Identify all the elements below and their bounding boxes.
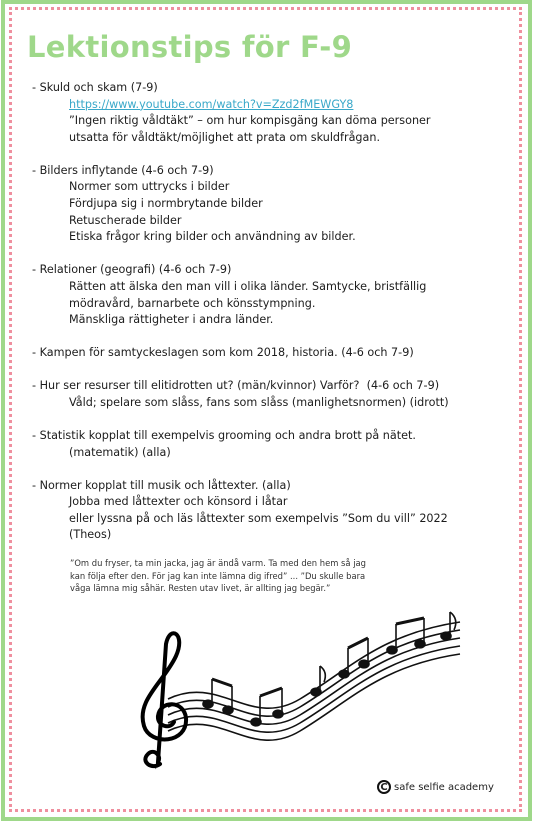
section-line: Mänskliga rättigheter i andra länder.	[69, 313, 274, 327]
lesson-section	[32, 163, 510, 246]
quote-line: våga lämna mig såhär. Resten utav livet, är allting jag begär.”	[70, 583, 331, 594]
footer	[377, 780, 494, 794]
section-line: Våld; spelare som slåss, fans som slåss (manlighetsnormen) (idrott)	[69, 395, 449, 409]
footer-brand: safe selfie academy	[394, 781, 494, 793]
section-line: ”Ingen riktig våldtäkt” – om hur kompisgäng kan döma personer	[69, 114, 431, 128]
section-line: Rätten att älska den man vill i olika länder. Samtycke, bristfällig	[69, 279, 427, 293]
section-heading: - Skuld och skam (7-9)	[32, 81, 158, 94]
lesson-section	[32, 478, 510, 544]
section-heading: - Hur ser resurser till elitidrotten ut? (män/kvinnor) Varför? (4-6 och 7-9)	[32, 379, 440, 393]
page-title: Lektionstips för F-9	[27, 30, 353, 64]
section-line: (matematik) (alla)	[69, 445, 171, 459]
section-line: utsatta för våldtäkt/möjlighet att prata om skuldfrågan.	[69, 130, 381, 144]
section-line: Retuscherade bilder	[69, 213, 182, 227]
song-quote	[70, 557, 470, 595]
quote-line: kan följa efter den. För jag kan inte lämna dig ifred” ... ”Du skulle bara	[70, 570, 366, 581]
section-line: (Theos)	[69, 528, 112, 542]
video-link[interactable]: https://www.youtube.com/watch?v=Zzd2fMEWGY8	[69, 97, 354, 111]
lesson-section	[32, 262, 510, 328]
lesson-section	[32, 378, 510, 411]
section-line: mödravård, barnarbete och könsstympning.	[69, 296, 316, 310]
section-heading: - Normer kopplat till musik och låttexter. (alla)	[32, 478, 291, 492]
copyright-icon: C	[377, 780, 391, 794]
quote-line: ”Om du fryser, ta min jacka, jag är ändå varm. Ta med den hem så jag	[70, 558, 366, 568]
section-line: Normer som uttrycks i bilder	[69, 180, 230, 194]
music-staff-icon	[130, 604, 470, 774]
lesson-section	[32, 428, 510, 461]
section-line: eller lyssna på och läs låttexter som exempelvis ”Som du vill” 2022	[69, 511, 448, 525]
section-line: Jobba med låttexter och könsord i låtar	[69, 495, 288, 509]
section-heading: - Bilders inflytande (4-6 och 7-9)	[32, 163, 214, 177]
section-heading: - Relationer (geografi) (4-6 och 7-9)	[32, 263, 232, 277]
treble-clef-icon	[143, 633, 186, 766]
section-heading: - Kampen för samtyckeslagen som kom 2018, historia. (4-6 och 7-9)	[32, 346, 414, 360]
section-line: Etiska frågor kring bilder och användning av bilder.	[69, 230, 356, 244]
lesson-list	[32, 80, 510, 561]
section-heading: - Statistik kopplat till exempelvis grooming och andra brott på nätet.	[32, 429, 416, 442]
lesson-section	[32, 345, 510, 362]
section-line: Fördjupa sig i normbrytande bilder	[69, 197, 263, 211]
lesson-section	[32, 80, 510, 146]
